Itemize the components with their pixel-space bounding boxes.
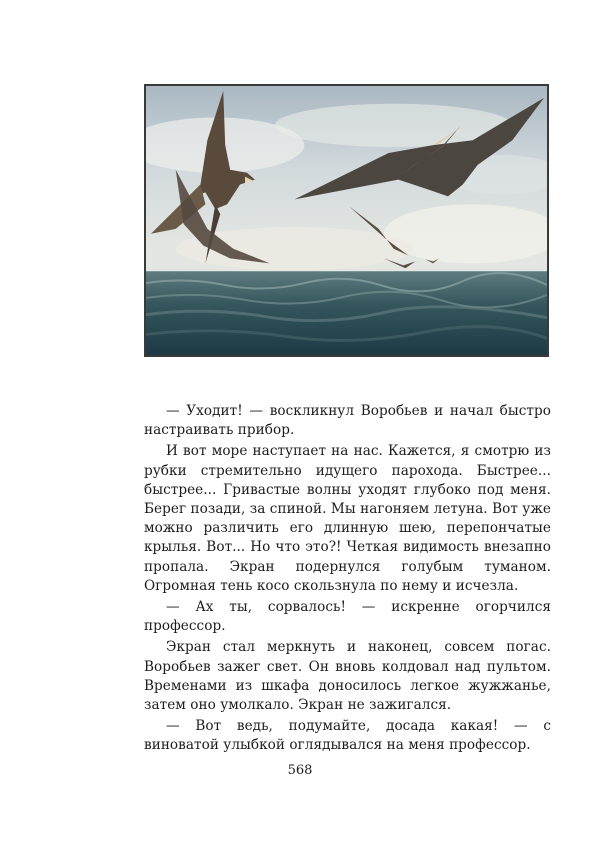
paragraph: — Вот ведь, подумайте, досада какая! — с виноватой улыбкой оглядывался на меня профессор.	[144, 718, 551, 754]
body-text	[144, 402, 551, 756]
pterosaurs-illustration	[144, 84, 549, 357]
paragraph: — Ах ты, сорвалось! — искренне огорчился профессор.	[144, 599, 551, 635]
paragraph: — Уходит! — воскликнул Воробьев и начал быстро настраивать прибор.	[144, 403, 551, 439]
paragraph: И вот море наступает на нас. Кажется, я смотрю из рубки стремительно идущего парохода. Быстрее... быстрее... Гривастые волны уходят глубоко под меня. Берег позади, за спиной. Мы нагоняем летуна. Вот уже можно различить его длинную шею, перепончатые крылья. Вот... Но что это?! Четкая видимость внезапно пропала. Экран подернулся голубым туманом. Огромная тень косо скользнула по нему и исчезла.	[144, 443, 551, 594]
paragraph: Экран стал меркнуть и наконец, совсем погас. Воробьев зажег свет. Он вновь колдовал над пультом. Временами из шкафа доносилось легкое жужжанье, затем оно умолкало. Экран не зажигался.	[144, 639, 551, 714]
page-number: 568	[287, 763, 313, 778]
pterosaurs-over-sea-illustration	[146, 86, 547, 355]
